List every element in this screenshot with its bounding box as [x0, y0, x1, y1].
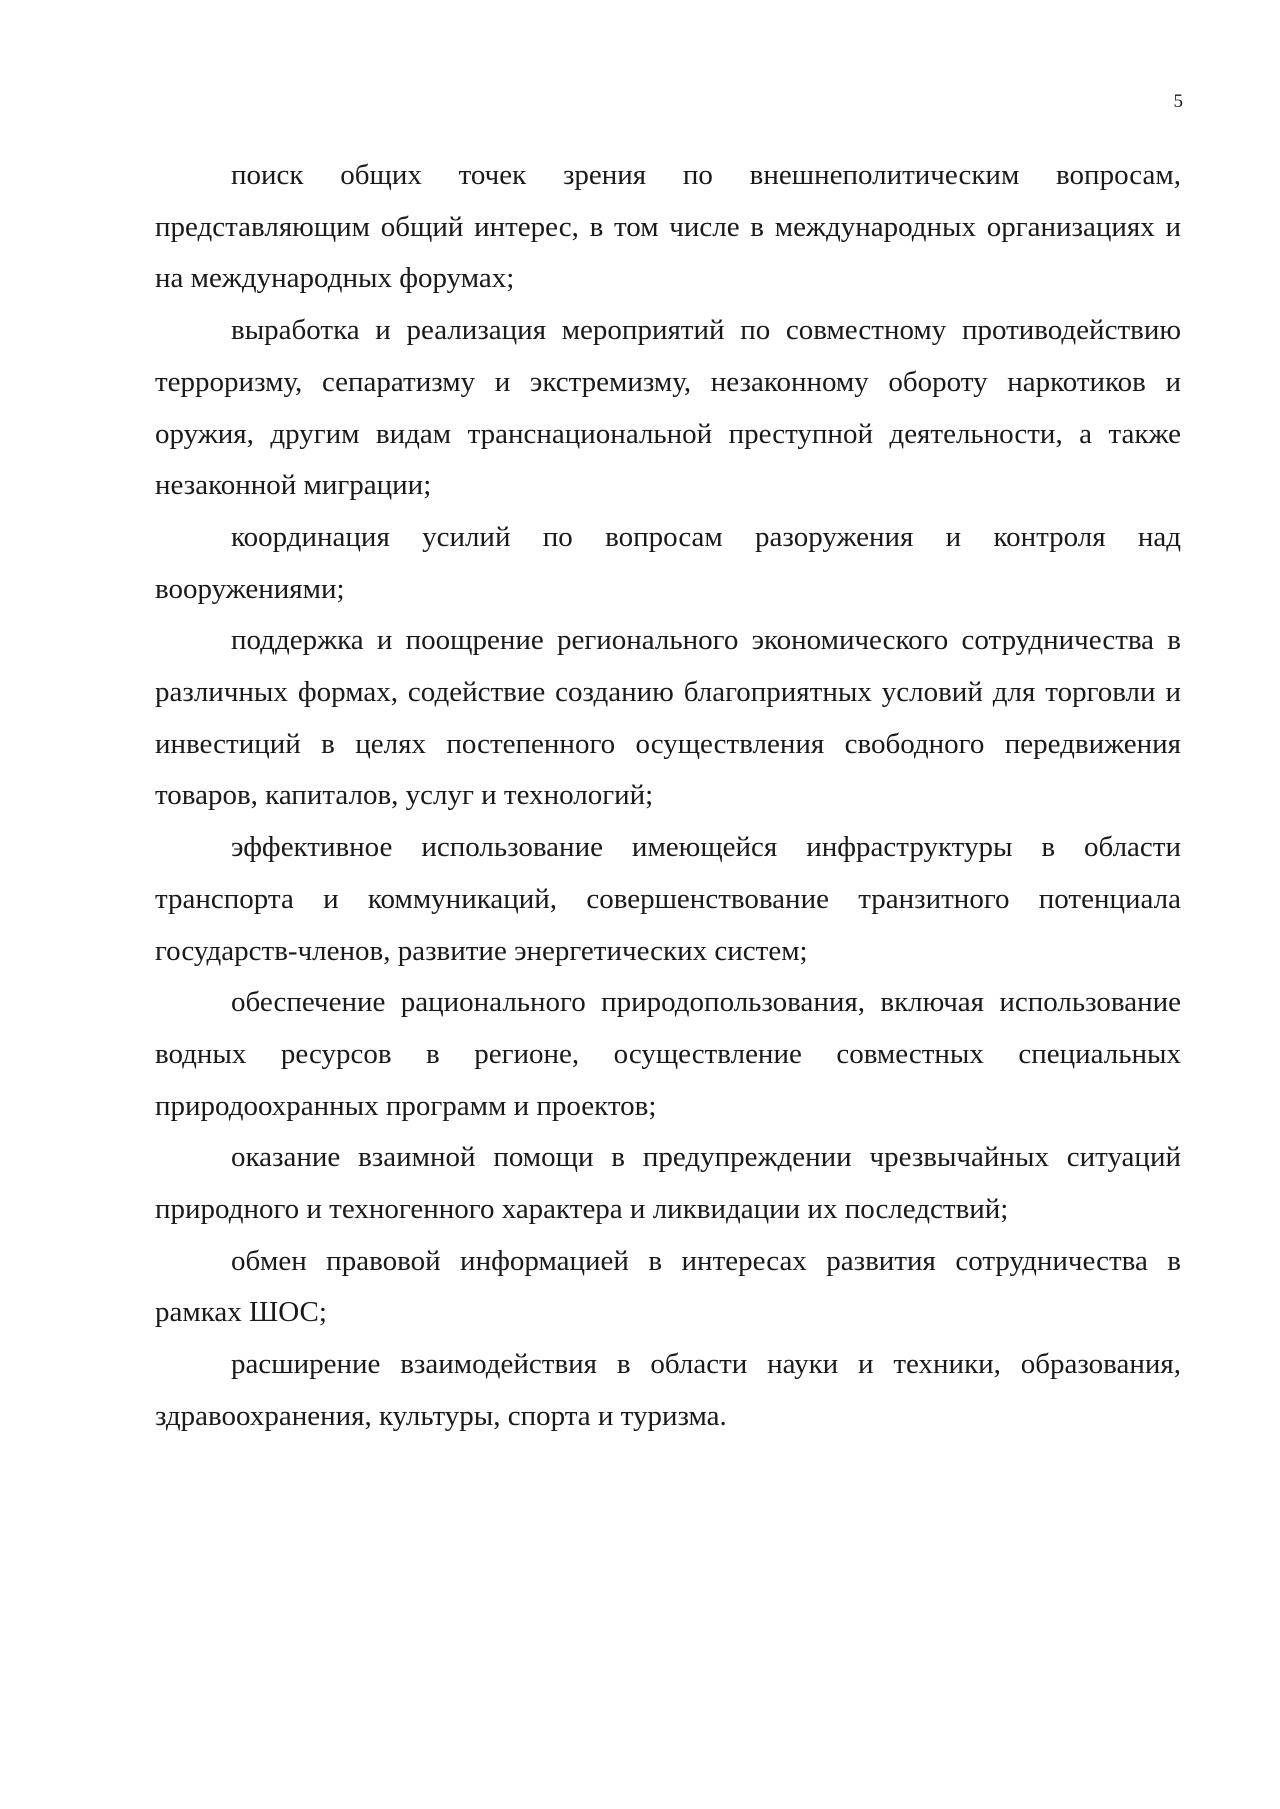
paragraph-disarmament: координация усилий по вопросам разоружения и контроля над вооружениями;	[155, 520, 1181, 605]
paragraph-foreign-policy: поиск общих точек зрения по внешнеполитическим вопросам, представляющим общий интерес, в том числе в международных организациях и на международных форумах;	[155, 159, 1181, 295]
paragraph-counter-terrorism: выработка и реализация мероприятий по совместному противодействию терроризму, сепаратизму и экстремизму, незаконному обороту наркотиков и оружия, другим видам транснациональной преступной деятельности, а также незаконной миграции;	[155, 314, 1181, 502]
paragraph-infrastructure: эффективное использование имеющейся инфраструктуры в области транспорта и коммуникаций, совершенствование транзитного потенциала государств-членов, развитие энергетических систем;	[155, 831, 1181, 967]
paragraph-economic-cooperation: поддержка и поощрение регионального экономического сотрудничества в различных формах, содействие созданию благоприятных условий для торговли и инвестиций в целях постепенного осуществления свободного передвижения товаров, капиталов, услуг и технологий;	[155, 624, 1181, 812]
paragraph-science-culture: расширение взаимодействия в области науки и техники, образования, здравоохранения, культуры, спорта и туризма.	[155, 1348, 1181, 1432]
paragraph-environment: обеспечение рационального природопользования, включая использование водных ресурсов в регионе, осуществление совместных специальных природоохранных программ и проектов;	[155, 986, 1181, 1122]
body-text	[155, 150, 1181, 1443]
paragraph-legal-information: обмен правовой информацией в интересах развития сотрудничества в рамках ШОС;	[155, 1244, 1181, 1329]
paragraph-emergency-assistance: оказание взаимной помощи в предупреждении чрезвычайных ситуаций природного и техногенного характера и ликвидации их последствий;	[155, 1141, 1181, 1226]
page-number: 5	[1173, 91, 1183, 112]
